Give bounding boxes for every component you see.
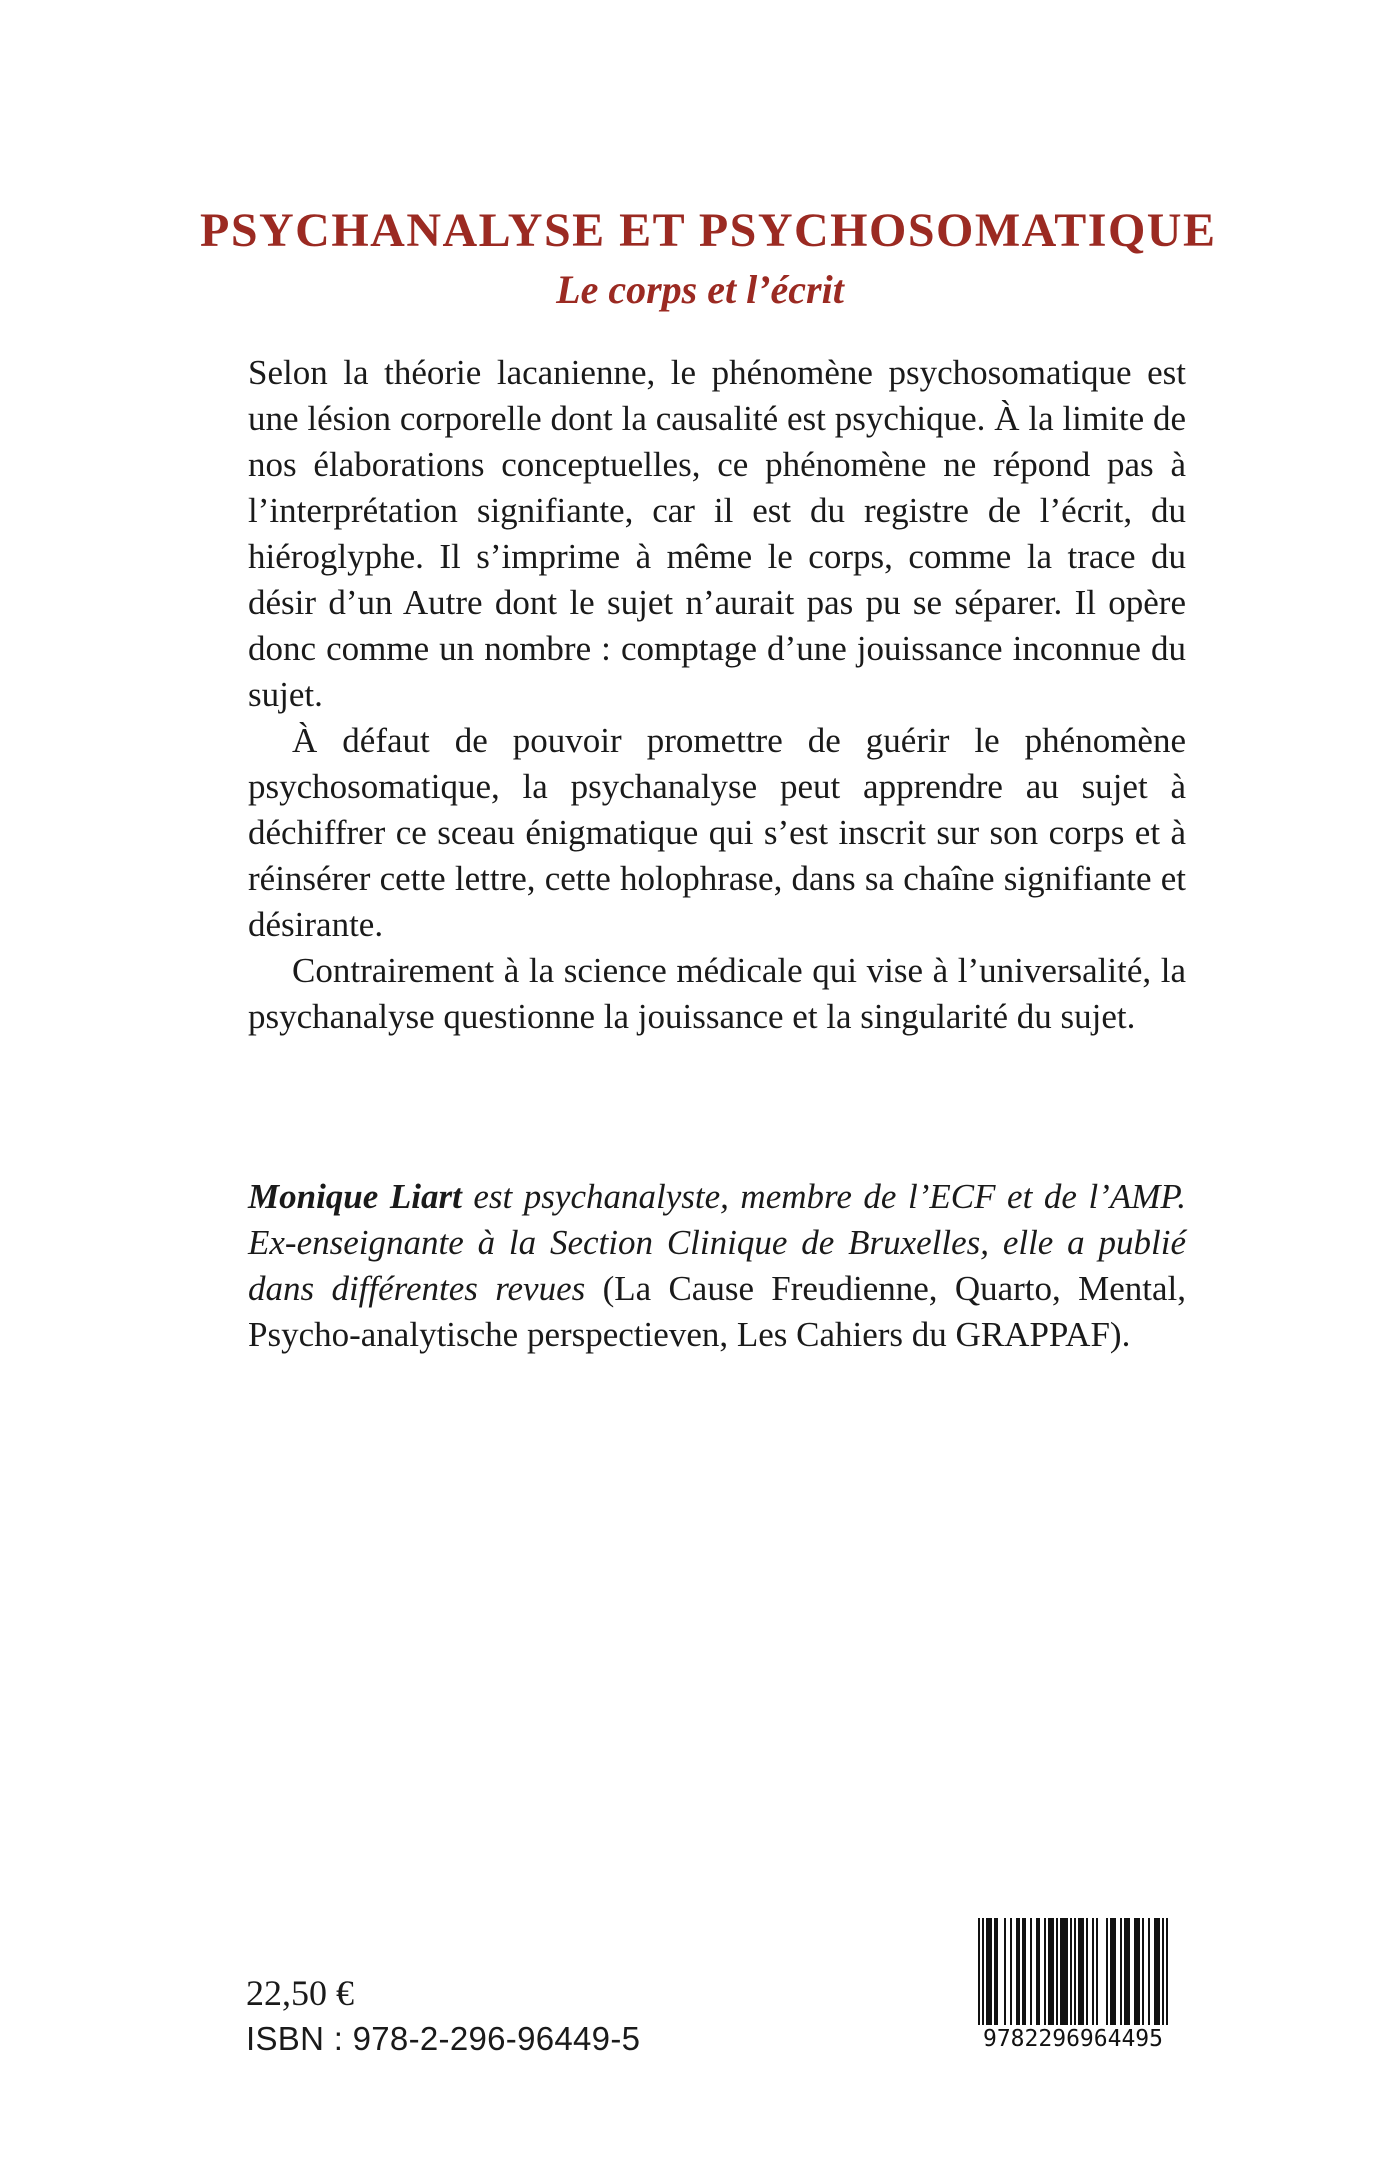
barcode-bar <box>1070 1918 1072 2028</box>
barcode-bar <box>1086 1918 1088 2028</box>
barcode-bar <box>1078 1918 1084 2028</box>
barcode-bar <box>1036 1918 1040 2028</box>
barcode-bar <box>1092 1918 1094 2028</box>
barcode-bar <box>1016 1918 1020 2028</box>
barcode-bar <box>1120 1918 1122 2028</box>
barcode-bars <box>962 1918 1184 2028</box>
summary-paragraph-1: Selon la théorie lacanienne, le phénomène psychosomatique est une lésion corporelle dont la causalité est psychique. À la limite de nos élaborations conceptuelles, ce phénomène ne répond pas à l’interprétation signifiante, car il est du registre de l’écrit, du hiéroglyphe. Il s’imprime à même le corps, comme la trace du désir d’un Autre dont le sujet n’aurait pas pu se séparer. Il opère donc comme un nombre : comptage d’une jouissance inconnue du sujet. <box>248 353 1186 714</box>
barcode-bar <box>1004 1918 1006 2028</box>
barcode-bar <box>994 1918 998 2028</box>
barcode-bar <box>1106 1918 1108 2028</box>
barcode-bar <box>1148 1918 1150 2028</box>
barcode-bar <box>1060 1918 1068 2028</box>
book-subtitle: Le corps et l’écrit <box>556 267 844 312</box>
barcode-bar <box>1134 1918 1140 2028</box>
barcode-bar <box>1048 1918 1054 2028</box>
book-title: PSYCHANALYSE ET PSYCHOSOMATIQUE <box>200 204 1217 257</box>
barcode-bar <box>1096 1918 1098 2028</box>
barcode-bar <box>1154 1918 1160 2028</box>
barcode-digits: 9782296964495 <box>962 2025 1184 2053</box>
barcode-bar <box>982 1918 984 2028</box>
barcode-bar <box>1056 1918 1058 2028</box>
summary-text <box>248 350 1186 1040</box>
barcode-bar <box>978 1918 980 2028</box>
author-bio-journals: (La Cause Freudienne, Quarto, Mental, Psycho-analytische perspectieven, Les Cahiers du GRAPPAF). <box>248 1269 1186 1354</box>
isbn: ISBN : 978-2-296-96449-5 <box>246 2020 641 2057</box>
author-bio-italic: est psychanalyste, membre de l’ECF et de l’AMP. Ex-enseignante à la Section Clinique de Bruxelles, elle a publié dans différentes revues <box>248 1177 1186 1308</box>
barcode-bar <box>1030 1918 1032 2028</box>
barcode-bar <box>986 1918 992 2028</box>
barcode-bar <box>1074 1918 1076 2028</box>
barcode-bar <box>1124 1918 1130 2028</box>
price: 22,50 € <box>246 1973 354 2013</box>
summary-paragraph-2: À défaut de pouvoir promettre de guérir le phénomène psychosomatique, la psychanalyse peut apprendre au sujet à déchiffrer ce sceau énigmatique qui s’est inscrit sur son corps et à réinsérer cette lettre, cette holophrase, dans sa chaîne signifiante et désirante. <box>248 721 1186 944</box>
summary-paragraph-3: Contrairement à la science médicale qui vise à l’universalité, la psychanalyse questionne la jouissance et la singularité du sujet. <box>248 951 1186 1036</box>
barcode-bar <box>1022 1918 1026 2028</box>
author-bio <box>248 1174 1186 1358</box>
barcode-bar <box>1110 1918 1116 2028</box>
barcode-bar <box>1010 1918 1012 2028</box>
barcode-bar <box>1044 1918 1046 2028</box>
author-name: Monique Liart <box>248 1177 462 1216</box>
barcode-bar <box>1162 1918 1164 2028</box>
barcode-bar <box>1142 1918 1144 2028</box>
barcode-bar <box>1166 1918 1168 2028</box>
